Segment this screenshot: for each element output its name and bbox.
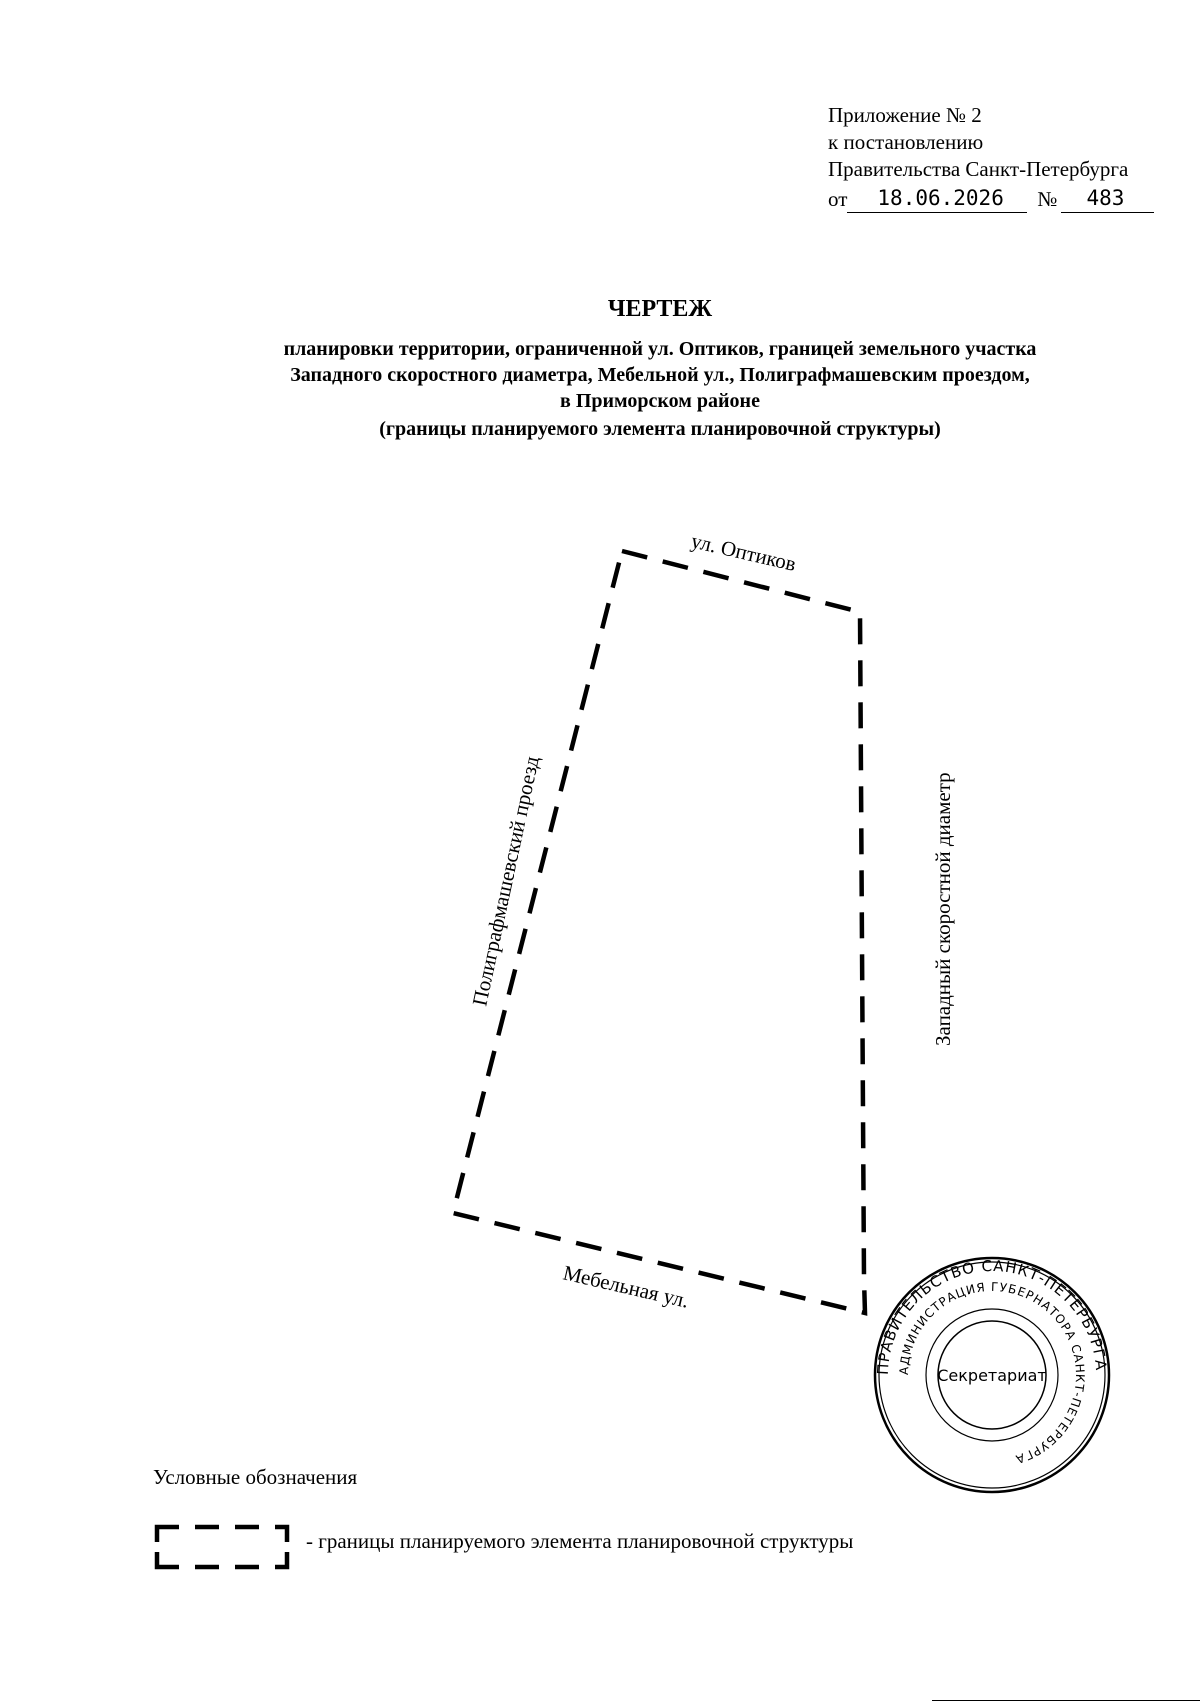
title-line-4: (границы планируемого элемента планировочной структуры) xyxy=(379,418,941,440)
appendix-line-2: к постановлению xyxy=(828,130,984,154)
seal-center-label: Секретариат xyxy=(937,1366,1047,1385)
number-label: № xyxy=(1037,187,1058,211)
secretariat-seal xyxy=(872,1255,1112,1495)
date-prefix: от xyxy=(828,187,848,211)
legend-symbol xyxy=(157,1527,287,1567)
bottom-rule xyxy=(932,1700,1200,1701)
document-title: ЧЕРТЕЖ xyxy=(607,296,713,322)
seal-inner-text: АДМИНИСТРАЦИЯ ГУБЕРНАТОРА САНКТ-ПЕТЕРБУРГА xyxy=(896,1279,1088,1467)
appendix-line-3: Правительства Санкт-Петербурга xyxy=(828,157,1129,181)
title-line-2: Западного скоростного диаметра, Мебельной ул., Полиграфмашевским проездом, xyxy=(290,364,1030,386)
street-label-zapadny-diameter: Западный скоростной диаметр xyxy=(931,772,955,1046)
territory-boundary xyxy=(453,551,865,1313)
legend-title: Условные обозначения xyxy=(153,1465,358,1489)
street-label-poligrafmashevsky: Полиграфмашевский проезд xyxy=(467,753,544,1009)
legend-item-boundary: - границы планируемого элемента планировочной структуры xyxy=(306,1529,854,1553)
resolution-number: 483 xyxy=(1061,185,1154,213)
appendix-line-1: Приложение № 2 xyxy=(828,103,982,127)
seal-outer-text: ПРАВИТЕЛЬСТВО САНКТ-ПЕТЕРБУРГА xyxy=(873,1256,1111,1376)
street-label-mebelnaya: Мебельная ул. xyxy=(560,1260,692,1313)
title-line-1: планировки территории, ограниченной ул. Оптиков, границей земельного участка xyxy=(283,338,1037,360)
resolution-date: 18.06.2026 xyxy=(847,185,1027,213)
street-label-optikov: ул. Оптиков xyxy=(688,528,799,576)
title-line-3: в Приморском районе xyxy=(560,390,760,412)
